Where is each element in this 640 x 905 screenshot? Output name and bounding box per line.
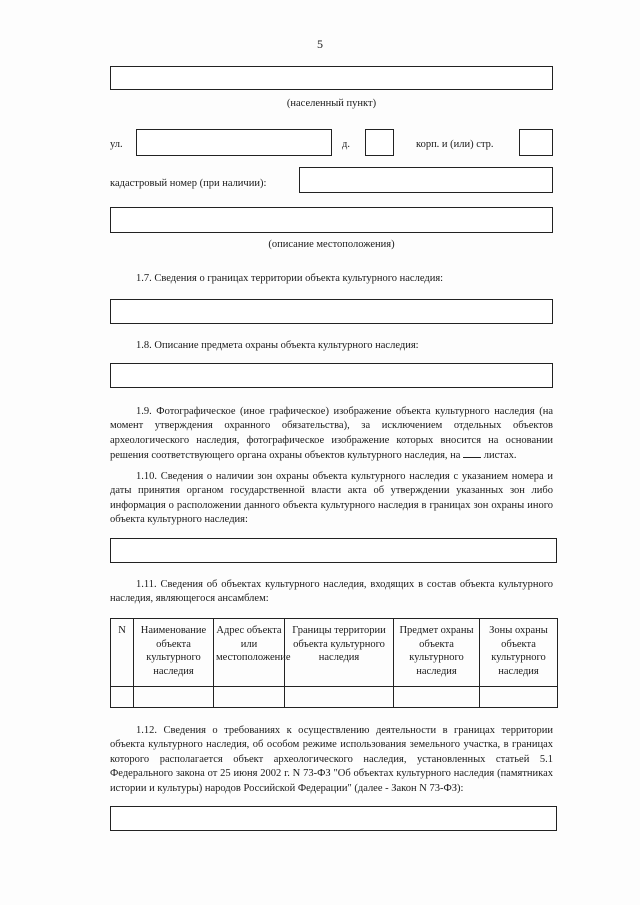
col-header-number: N	[111, 619, 134, 687]
ensemble-table	[110, 618, 558, 708]
section-1-9-text: 1.9. Фотографическое (иное графическое) изображение объекта культурного наследия (на момент утверждения охранного обязательства), за исключением отдельных объектов археологического наследия, фотографическое изображение которых вносится на основании решения соответствующего органа охраны объектов культурного наследия, на	[110, 406, 553, 462]
street-label: ул.	[110, 139, 123, 150]
section-1-11-text: 1.11. Сведения об объектах культурного наследия, входящих в состав объекта культурного наследия, являющегося ансамблем:	[110, 579, 553, 605]
col-header-protection-subject: Предмет охраны объекта культурного наследия	[394, 619, 480, 687]
section-1-11-paragraph	[110, 578, 553, 607]
page-number: 5	[317, 37, 323, 51]
table-cell[interactable]	[394, 687, 480, 708]
section-1-7-text: 1.7. Сведения о границах территории объекта культурного наследия:	[136, 273, 444, 284]
section-1-12-paragraph	[110, 724, 553, 796]
table-cell[interactable]	[285, 687, 394, 708]
settlement-caption: (населенный пункт)	[286, 98, 377, 109]
section-1-10-paragraph	[110, 470, 553, 528]
section-1-8-field[interactable]	[110, 363, 553, 388]
section-1-12-text: 1.12. Сведения о требованиях к осуществлению деятельности в границах территории объекта культурного наследия, об особом режиме использования земельного участка, в границах которого располагается объект археологического наследия, установленных статьей 5.1 Федерального закона от 25 июня 2002 г. N 73-ФЗ "Об объектах культурного наследия (памятниках истории и культуры) народов Российской Федерации" (далее - Закон N 73-ФЗ):	[110, 725, 553, 794]
building-label: корп. и (или) стр.	[416, 139, 494, 150]
location-caption: (описание местоположения)	[268, 239, 395, 250]
section-1-10-text: 1.10. Сведения о наличии зон охраны объекта культурного наследия с указанием номера и даты принятия органом государственной власти акта об утверждении указанных зон либо информация о расположении данного объекта культурного наследия в границах зон охраны иного объекта культурного наследия:	[110, 471, 553, 526]
section-1-8-text: 1.8. Описание предмета охраны объекта культурного наследия:	[136, 340, 419, 351]
table-cell[interactable]	[214, 687, 285, 708]
cadastral-label: кадастровый номер (при наличии):	[110, 178, 267, 189]
section-1-10-field[interactable]	[110, 538, 557, 563]
street-field[interactable]	[136, 129, 332, 156]
section-1-7-field[interactable]	[110, 299, 553, 324]
col-header-name: Наименование объекта культурного наследия	[134, 619, 214, 687]
section-1-9-paragraph	[110, 405, 553, 464]
building-field[interactable]	[519, 129, 553, 156]
col-header-boundaries: Границы территории объекта культурного наследия	[285, 619, 394, 687]
house-label: д.	[342, 139, 350, 150]
house-field[interactable]	[365, 129, 394, 156]
table-header-row	[111, 619, 558, 687]
table-row	[111, 687, 558, 708]
table-cell[interactable]	[480, 687, 558, 708]
cadastral-field[interactable]	[299, 167, 553, 193]
section-1-8-heading	[110, 339, 553, 353]
sheet-count-blank[interactable]	[463, 448, 481, 458]
col-header-protection-zones: Зоны охраны объекта культурного наследия	[480, 619, 558, 687]
table-cell[interactable]	[134, 687, 214, 708]
table-cell[interactable]	[111, 687, 134, 708]
location-field[interactable]	[110, 207, 553, 233]
section-1-12-field[interactable]	[110, 806, 557, 831]
col-header-address: Адрес объекта или местоположение	[214, 619, 285, 687]
section-1-7-heading	[110, 272, 553, 286]
section-1-9-tail: листах.	[483, 450, 517, 462]
settlement-field[interactable]	[110, 66, 553, 90]
